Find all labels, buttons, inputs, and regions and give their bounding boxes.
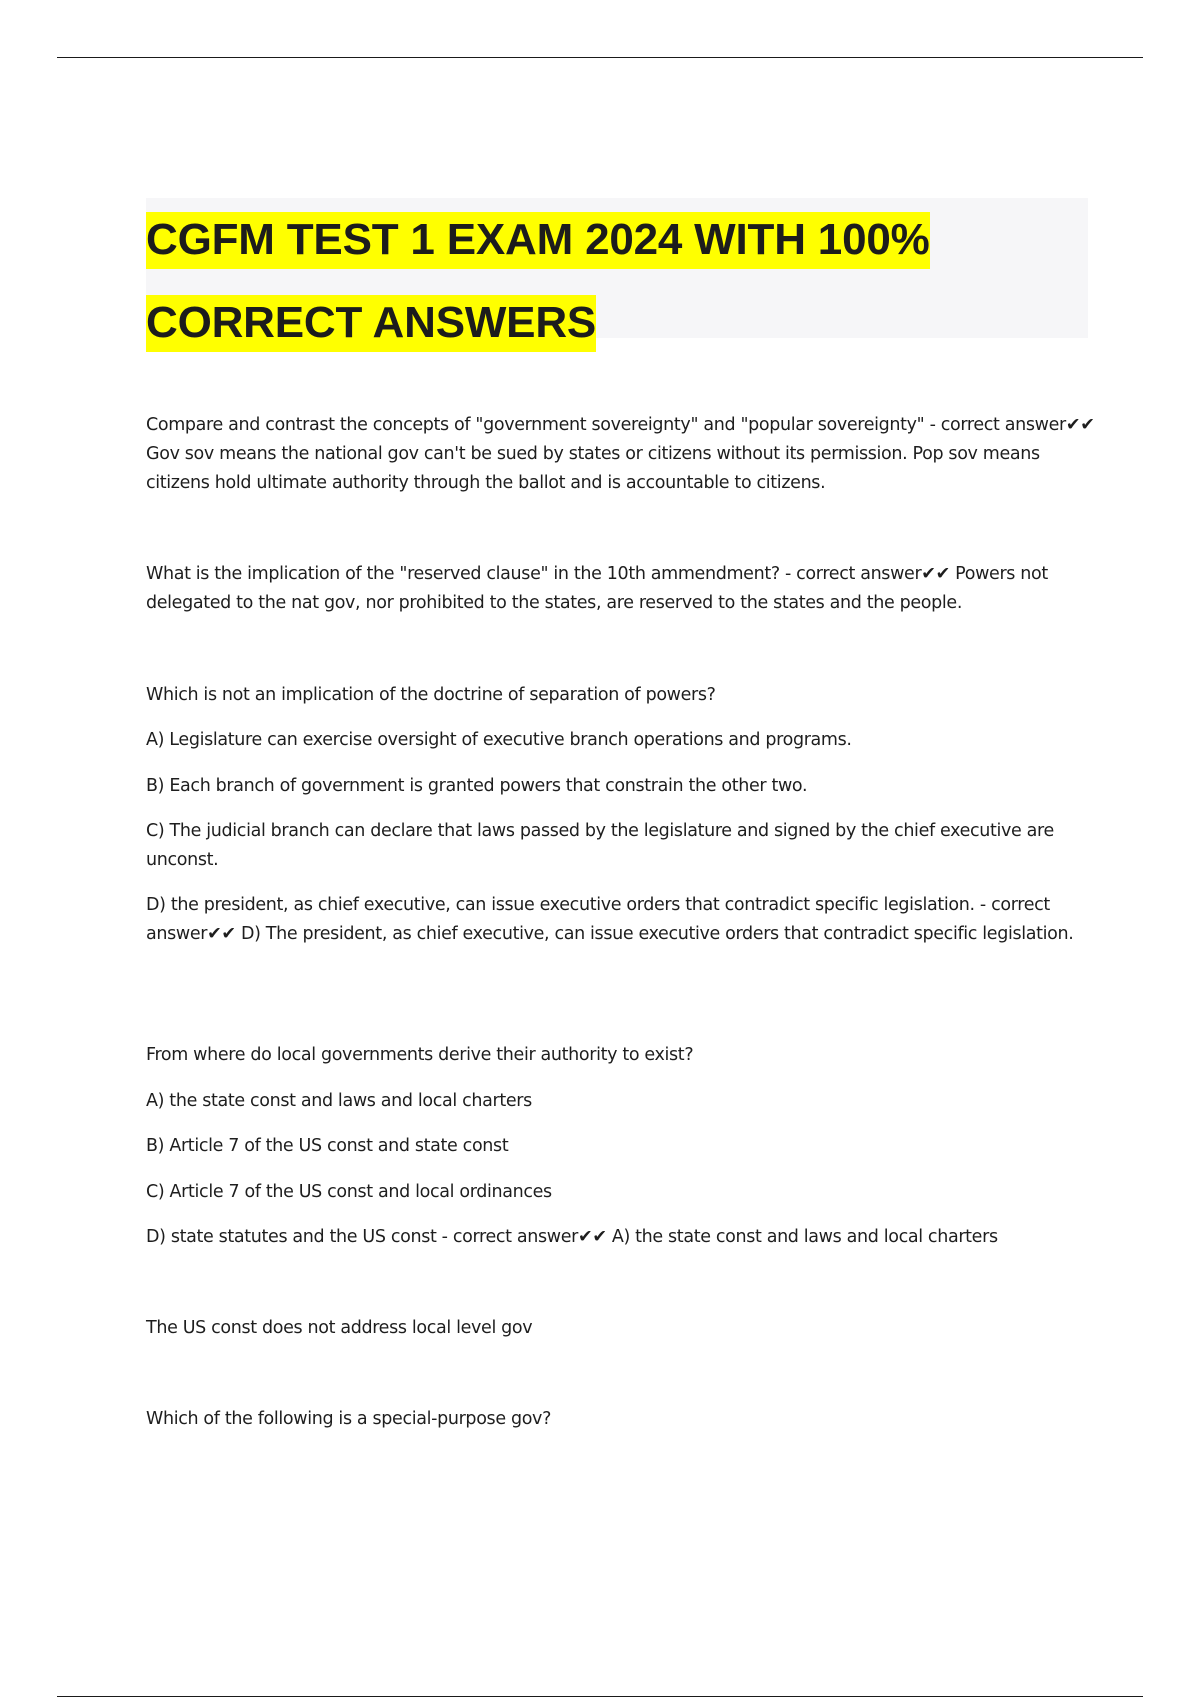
header-rule (57, 57, 1143, 58)
answer-option: D) the president, as chief executive, can issue executive orders that contradict specific legislation. - correct answer✔✔ D) The president, as chief executive, can issue executive orders that contradict specific legislation. (146, 895, 1074, 944)
question-paragraph: From where do local governments derive their authority to exist? (146, 1045, 694, 1065)
question-paragraph: What is the implication of the "reserved clause" in the 10th ammendment? - correct answer✔✔ Powers not delegated to the nat gov, nor prohibited to the states, are reserved to the states and the people. (146, 564, 1048, 613)
note-paragraph: The US const does not address local level gov (146, 1318, 533, 1338)
answer-option: C) Article 7 of the US const and local ordinances (146, 1182, 552, 1202)
answer-option: C) The judicial branch can declare that laws passed by the legislature and signed by the chief executive are unconst. (146, 821, 1054, 870)
document-title (146, 198, 1088, 364)
answer-option: B) Each branch of government is granted powers that constrain the other two. (146, 776, 808, 796)
answer-option: A) Legislature can exercise oversight of executive branch operations and programs. (146, 730, 852, 750)
answer-option: B) Article 7 of the US const and state const (146, 1136, 509, 1156)
question-paragraph: Which of the following is a special-purpose gov? (146, 1409, 552, 1429)
title-line-2: CORRECT ANSWERS (146, 295, 596, 352)
footer-rule (57, 1696, 1143, 1697)
question-paragraph: Which is not an implication of the doctrine of separation of powers? (146, 685, 716, 705)
question-paragraph: Compare and contrast the concepts of "government sovereignty" and "popular sovereignty" - correct answer✔✔ Gov sov means the national gov can't be sued by states or citizens without its permission. Pop sov means citizens hold ultimate authority through the ballot and is accountable to citizens. (146, 415, 1095, 493)
answer-option: D) state statutes and the US const - correct answer✔✔ A) the state const and laws and local charters (146, 1227, 998, 1247)
title-line-1: CGFM TEST 1 EXAM 2024 WITH 100% (146, 212, 930, 269)
answer-option: A) the state const and laws and local charters (146, 1091, 532, 1111)
